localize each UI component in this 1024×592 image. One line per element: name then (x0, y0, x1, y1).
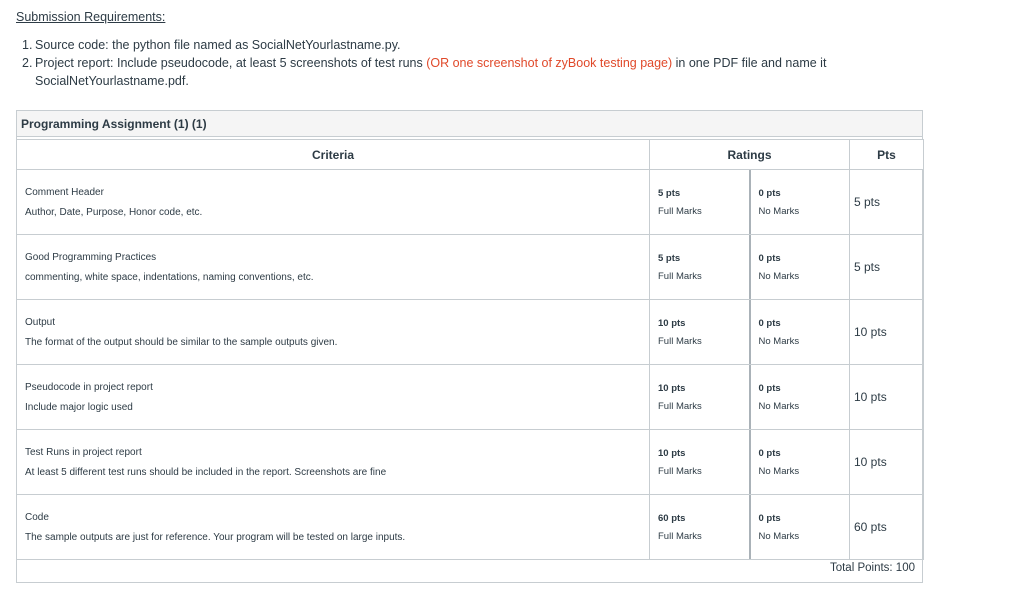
rubric-table (16, 110, 923, 583)
ratings-header: Ratings (650, 140, 850, 170)
rating-description: No Marks (758, 205, 800, 217)
submission-requirements-heading: Submission Requirements: (16, 10, 166, 24)
rating-description: Full Marks (658, 205, 702, 217)
pts-header: Pts (850, 140, 924, 170)
rubric-grid (16, 139, 924, 560)
rating-description: No Marks (758, 530, 800, 542)
criterion-points: 60 pts (850, 495, 924, 560)
rating-full-marks (650, 430, 749, 494)
criterion-points: 5 pts (850, 235, 924, 300)
criterion-name: Output (25, 316, 56, 328)
rating-description: No Marks (758, 465, 800, 477)
rating-points: 10 pts (658, 317, 686, 329)
criterion-cell (17, 495, 650, 560)
criterion-description: Author, Date, Purpose, Honor code, etc. (25, 206, 203, 218)
ratings-cell (650, 170, 850, 235)
requirement-number: 1. (22, 38, 33, 52)
criterion-name: Code (25, 511, 49, 523)
rating-full-marks (650, 365, 749, 429)
criterion-points: 5 pts (850, 170, 924, 235)
rating-full-marks (650, 235, 749, 299)
criterion-description: The sample outputs are just for reference. Your program will be tested on large inputs. (25, 531, 406, 543)
criterion-description: commenting, white space, indentations, naming conventions, etc. (25, 271, 314, 283)
rating-description: No Marks (758, 400, 800, 412)
rating-full-marks (650, 170, 749, 234)
rating-points: 60 pts (658, 512, 686, 524)
rating-description: No Marks (758, 335, 800, 347)
criterion-cell (17, 365, 650, 430)
rating-description: Full Marks (658, 400, 702, 412)
requirement-number: 2. (22, 56, 33, 70)
requirements-list (16, 36, 836, 90)
rubric-row (17, 365, 924, 430)
rating-no-marks (749, 430, 850, 494)
rubric-row (17, 170, 924, 235)
rating-no-marks (749, 235, 850, 299)
ratings-cell (650, 430, 850, 495)
rating-points: 0 pts (758, 252, 781, 264)
rating-full-marks (650, 495, 749, 559)
rating-points: 0 pts (758, 187, 781, 199)
rating-points: 0 pts (758, 382, 781, 394)
rating-points: 0 pts (758, 317, 781, 329)
criterion-points: 10 pts (850, 365, 924, 430)
criteria-header: Criteria (17, 140, 650, 170)
criterion-description: Include major logic used (25, 401, 133, 413)
rubric-row (17, 495, 924, 560)
rating-points: 5 pts (658, 252, 681, 264)
rating-description: Full Marks (658, 530, 702, 542)
criterion-name: Comment Header (25, 186, 104, 198)
rating-points: 0 pts (758, 447, 781, 459)
criterion-cell (17, 430, 650, 495)
criterion-description: At least 5 different test runs should be included in the report. Screenshots are fine (25, 466, 387, 478)
criterion-cell (17, 300, 650, 365)
criterion-cell (17, 235, 650, 300)
criterion-cell (17, 170, 650, 235)
requirement-item (16, 54, 836, 90)
rubric-row (17, 300, 924, 365)
ratings-cell (650, 300, 850, 365)
rating-no-marks (749, 495, 850, 559)
criterion-name: Test Runs in project report (25, 446, 142, 458)
rating-full-marks (650, 300, 749, 364)
requirement-text: Source code: the python file named as SocialNetYourlastname.py. (35, 38, 401, 52)
rating-points: 0 pts (758, 512, 781, 524)
rating-no-marks (749, 170, 850, 234)
criterion-name: Pseudocode in project report (25, 381, 153, 393)
rating-no-marks (749, 300, 850, 364)
rating-no-marks (749, 365, 850, 429)
ratings-cell (650, 365, 850, 430)
rating-description: Full Marks (658, 335, 702, 347)
rating-points: 10 pts (658, 447, 686, 459)
requirement-text-end: in one PDF file and name it SocialNetYourlastname.pdf. (35, 56, 827, 88)
criterion-name: Good Programming Practices (25, 251, 157, 263)
requirement-item (16, 36, 836, 54)
rubric-row (17, 430, 924, 495)
rating-points: 10 pts (658, 382, 686, 394)
rating-points: 5 pts (658, 187, 681, 199)
ratings-cell (650, 495, 850, 560)
criterion-points: 10 pts (850, 430, 924, 495)
total-points: Total Points: 100 (829, 562, 915, 574)
requirement-highlight-text: (OR one screenshot of zyBook testing page) (426, 56, 673, 70)
requirement-text: Project report: Include pseudocode, at least 5 screenshots of test runs (35, 56, 427, 70)
rubric-row (17, 235, 924, 300)
rating-description: Full Marks (658, 465, 702, 477)
criterion-points: 10 pts (850, 300, 924, 365)
rating-description: Full Marks (658, 270, 702, 282)
ratings-cell (650, 235, 850, 300)
rating-description: No Marks (758, 270, 800, 282)
criterion-description: The format of the output should be similar to the sample outputs given. (25, 336, 338, 348)
rubric-title: Programming Assignment (1) (1) (17, 111, 922, 137)
